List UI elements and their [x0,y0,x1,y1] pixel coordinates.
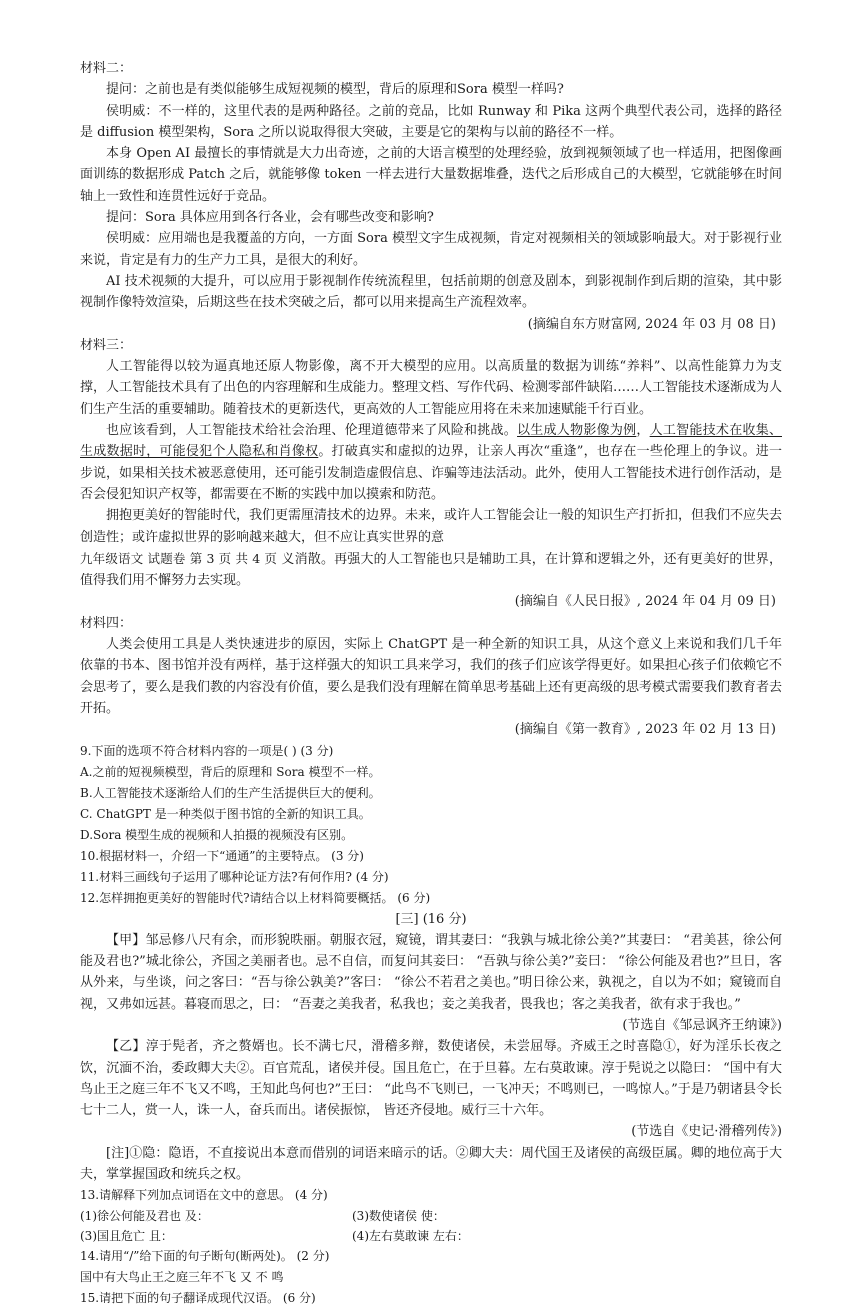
material4-source: (摘编自《第一教育》, 2023 年 02 月 13 日) [514,722,776,738]
material2-answer1: 侯明威：不一样的，这里代表的是两种路径。之前的竞品，比如 Runway 和 Pika 这两个典型代表公司，选择的路径是 diffusion 模型架构，Sora 之所以说取得很大突破，主要是它的架构与以前的路径不一样。 [80,103,782,140]
comma: ， [636,423,650,439]
material3-paragraph2-rest: 。打破真实和虚拟的边界，让亲人再次“重逢”，也存在一些伦理上的争议。进一步说，如果相关技术被恶意使用，还可能引发制造虚假信息、诈骗等违法活动。此外，使用人工智能技术进行创作活动，是否会侵犯知识产权等，都需要在不断的实践中加以摸索和防范。 [80,444,783,502]
material2-source: (摘编自东方财富网, 2024 年 03 月 08 日) [527,316,776,332]
material2-question1: 提问：之前也是有类似能够生成短视频的模型，背后的原理和Sora 模型一样吗? [106,82,564,98]
material2-answer1b: 本身 Open AI 最擅长的事情就是大力出奇迹，之前的大语言模型的处理经验，放到视频领域了也一样适用，把图像画面训练的数据形成 Patch 之后，就能够像 token 一样去进行大量数据堆叠，迭代之后形成自己的大模型，它就能够在时间轴上一致性和连贯性远好于竞品。 [80,146,782,204]
material4-paragraph: 人类会使用工具是人类快速进步的原因，实际上 ChatGPT 是一种全新的知识工具，从这个意义上来说和我们几千年依靠的书本、图书馆并没有两样，基于这样强大的知识工具来学习，我们的孩子们应该学得更好。如果担心孩子们依赖它不会思考了，要么是我们教的内容没有价值，要么是我们没有理解在简单思考基础上还有更高级的思考模式需要我们教育者去开拓。 [80,637,783,716]
question-10: 10.根据材料一，介绍一下“通通”的主要特点。 (3 分) [80,848,364,863]
question-15: 15.请把下面的句子翻译成现代汉语。 (6 分) [80,1291,316,1306]
underlined-sentence-1: 以生成人物影像为例 [517,423,637,439]
question-9-option-b: B.人工智能技术逐渐给人们的生产生活提供巨大的便利。 [80,785,381,800]
question-11: 11.材料三画线句子运用了哪种论证方法?有何作用? (4 分) [80,869,389,884]
annotation-note: [注]①隐：隐语，不直接说出本意而借别的词语来暗示的话。②卿大夫：周代国王及诸侯的高级臣属。卿的地位高于大夫，掌掌握国政和统兵之权。 [80,1145,782,1183]
question-13-item-1: (1)徐公何能及君也 及： [80,1209,209,1224]
question-14-sentence: 国中有大鸟止王之庭三年不飞 又 不 鸣 [80,1270,284,1285]
material3-paragraph2-lead: 也应该看到，人工智能技术给社会治理、伦理道德带来了风险和挑战。 [106,423,518,439]
material2-heading: 材料二： [80,61,133,76]
material3-heading: 材料三： [80,337,133,353]
material2-answer2b: AI 技术视频的大提升，可以应用于影视制作传统流程里，包括前期的创意及剧本，到影视制作到后期的渲染，其中影视制作像特效渲染，后期这些在技术突破之后，都可以用来提高生产流程效率。 [80,273,782,311]
material3-paragraph3: 拥抱更美好的智能时代，我们更需厘清技术的边界。未来，或许人工智能会让一般的知识生产打折扣，但我们不应失去创造性；或许虚拟世界的影响越来越大，但不应让真实世界的意 [80,508,783,545]
question-13-row-2 [80,1226,782,1246]
question-9: 9.下面的选项不符合材料内容的一项是( ) (3 分) [80,743,334,758]
question-14: 14.请用“/”给下面的句子断句(断两处)。 (2 分) [80,1249,330,1264]
question-9-option-c: C. ChatGPT 是一种类似于图书馆的全新的知识工具。 [80,806,371,821]
footer-and-continuation [80,548,782,592]
question-13-row-1 [80,1206,782,1226]
passage-jia-source: (节选自《邹忌讽齐王纳谏》) [622,1017,782,1033]
material3-source: (摘编自《人民日报》, 2024 年 04 月 09 日) [514,594,776,610]
material3-paragraph3-continued: 义消散。再强大的人工智能也只是辅助工具，在计算和逻辑之外，还有更美好的世界，值得我们用不懈努力去实现。 [80,551,782,589]
passage-jia: 【甲】邹忌修八尺有余，而形貌昳丽。朝服衣冠，窥镜，谓其妻曰：“我孰与城北徐公美?”其妻曰： “君美甚，徐公何能及君也?”城北徐公，齐国之美丽者也。忌不自信，而复问其妾曰： “吾孰与徐公美?”妾曰： “徐公何能及君也?”旦日，客从外来，与坐谈，问之客曰：“吾与徐公孰美?”客曰： “徐公不若君之美也。”明日徐公来，孰视之，自以为不如；窥镜而自视，又弗如远甚。暮寝而思之，曰： “吾妻之美我者，私我也；妾之美我者，畏我也；客之美我者，欲有求于我也。” [80,932,782,1012]
material3-paragraph2 [80,420,782,505]
passage-yi: 【乙】淳于髡者，齐之赘婿也。长不满七尺，滑稽多辩，数使诸侯，未尝屈辱。齐威王之时喜隐①，好为淫乐长夜之饮，沉湎不治，委政卿大夫②。百官荒乱，诸侯并侵。国且危亡，在于旦暮。左右莫敢谏。淳于髡说之以隐曰： “国中有大鸟止王之庭三年不飞又不鸣，王知此鸟何也?”王曰： “此鸟不飞则已，一飞冲天；不鸣则已，一鸣惊人。”于是乃朝诸县令长七十二人，赏一人，诛一人，奋兵而出。诸侯振惊， 皆还齐侵地。威行三十六年。 [80,1039,782,1119]
question-13-item-4: (4)左右莫敢谏 左右： [352,1229,469,1244]
question-13: 13.请解释下列加点词语在文中的意思。 (4 分) [80,1188,328,1203]
question-9-option-a: A.之前的短视频模型，背后的原理和 Sora 模型不一样。 [80,764,381,779]
question-13-item-3: (3)国且危亡 且： [80,1229,173,1244]
passage-yi-source: (节选自《史记·滑稽列传》) [631,1124,782,1140]
material4-heading: 材料四： [80,615,133,631]
material2-question2: 提问：Sora 具体应用到各行各业，会有哪些改变和影响? [106,210,434,226]
underlined-sentence-2: 人工智能技术在收集、生成数据时，可能侵犯个人隐私和肖像权 [80,423,782,460]
question-13-item-2: (3)数使诸侯 使： [352,1209,445,1224]
question-12: 12.怎样拥抱更美好的智能时代?请结合以上材料简要概括。 (6 分) [80,890,431,905]
material3-paragraph1: 人工智能得以较为逼真地还原人物影像，离不开大模型的应用。以高质量的数据为训练“养料”、以高性能算力为支撑，人工智能技术具有了出色的内容理解和生成能力。整理文档、写作代码、检测零部件缺陷……人工智能技术逐渐成为人们生产生活的重要辅助。随着技术的更新迭代，更高效的人工智能应用将在未来加速赋能千行百业。 [80,359,783,417]
question-9-option-d: D.Sora 模型生成的视频和人拍摄的视频没有区别。 [80,827,354,842]
section3-heading: [三] (16 分) [395,911,467,927]
material2-answer2: 侯明威：应用端也是我覆盖的方向，一方面 Sora 模型文字生成视频，肯定对视频相关的领域影响最大。对于影视行业来说，肯定是有力的生产力工具，是很大的利好。 [80,231,782,268]
page-footer: 九年级语文 试题卷 第 3 页 共 4 页 [80,550,278,566]
